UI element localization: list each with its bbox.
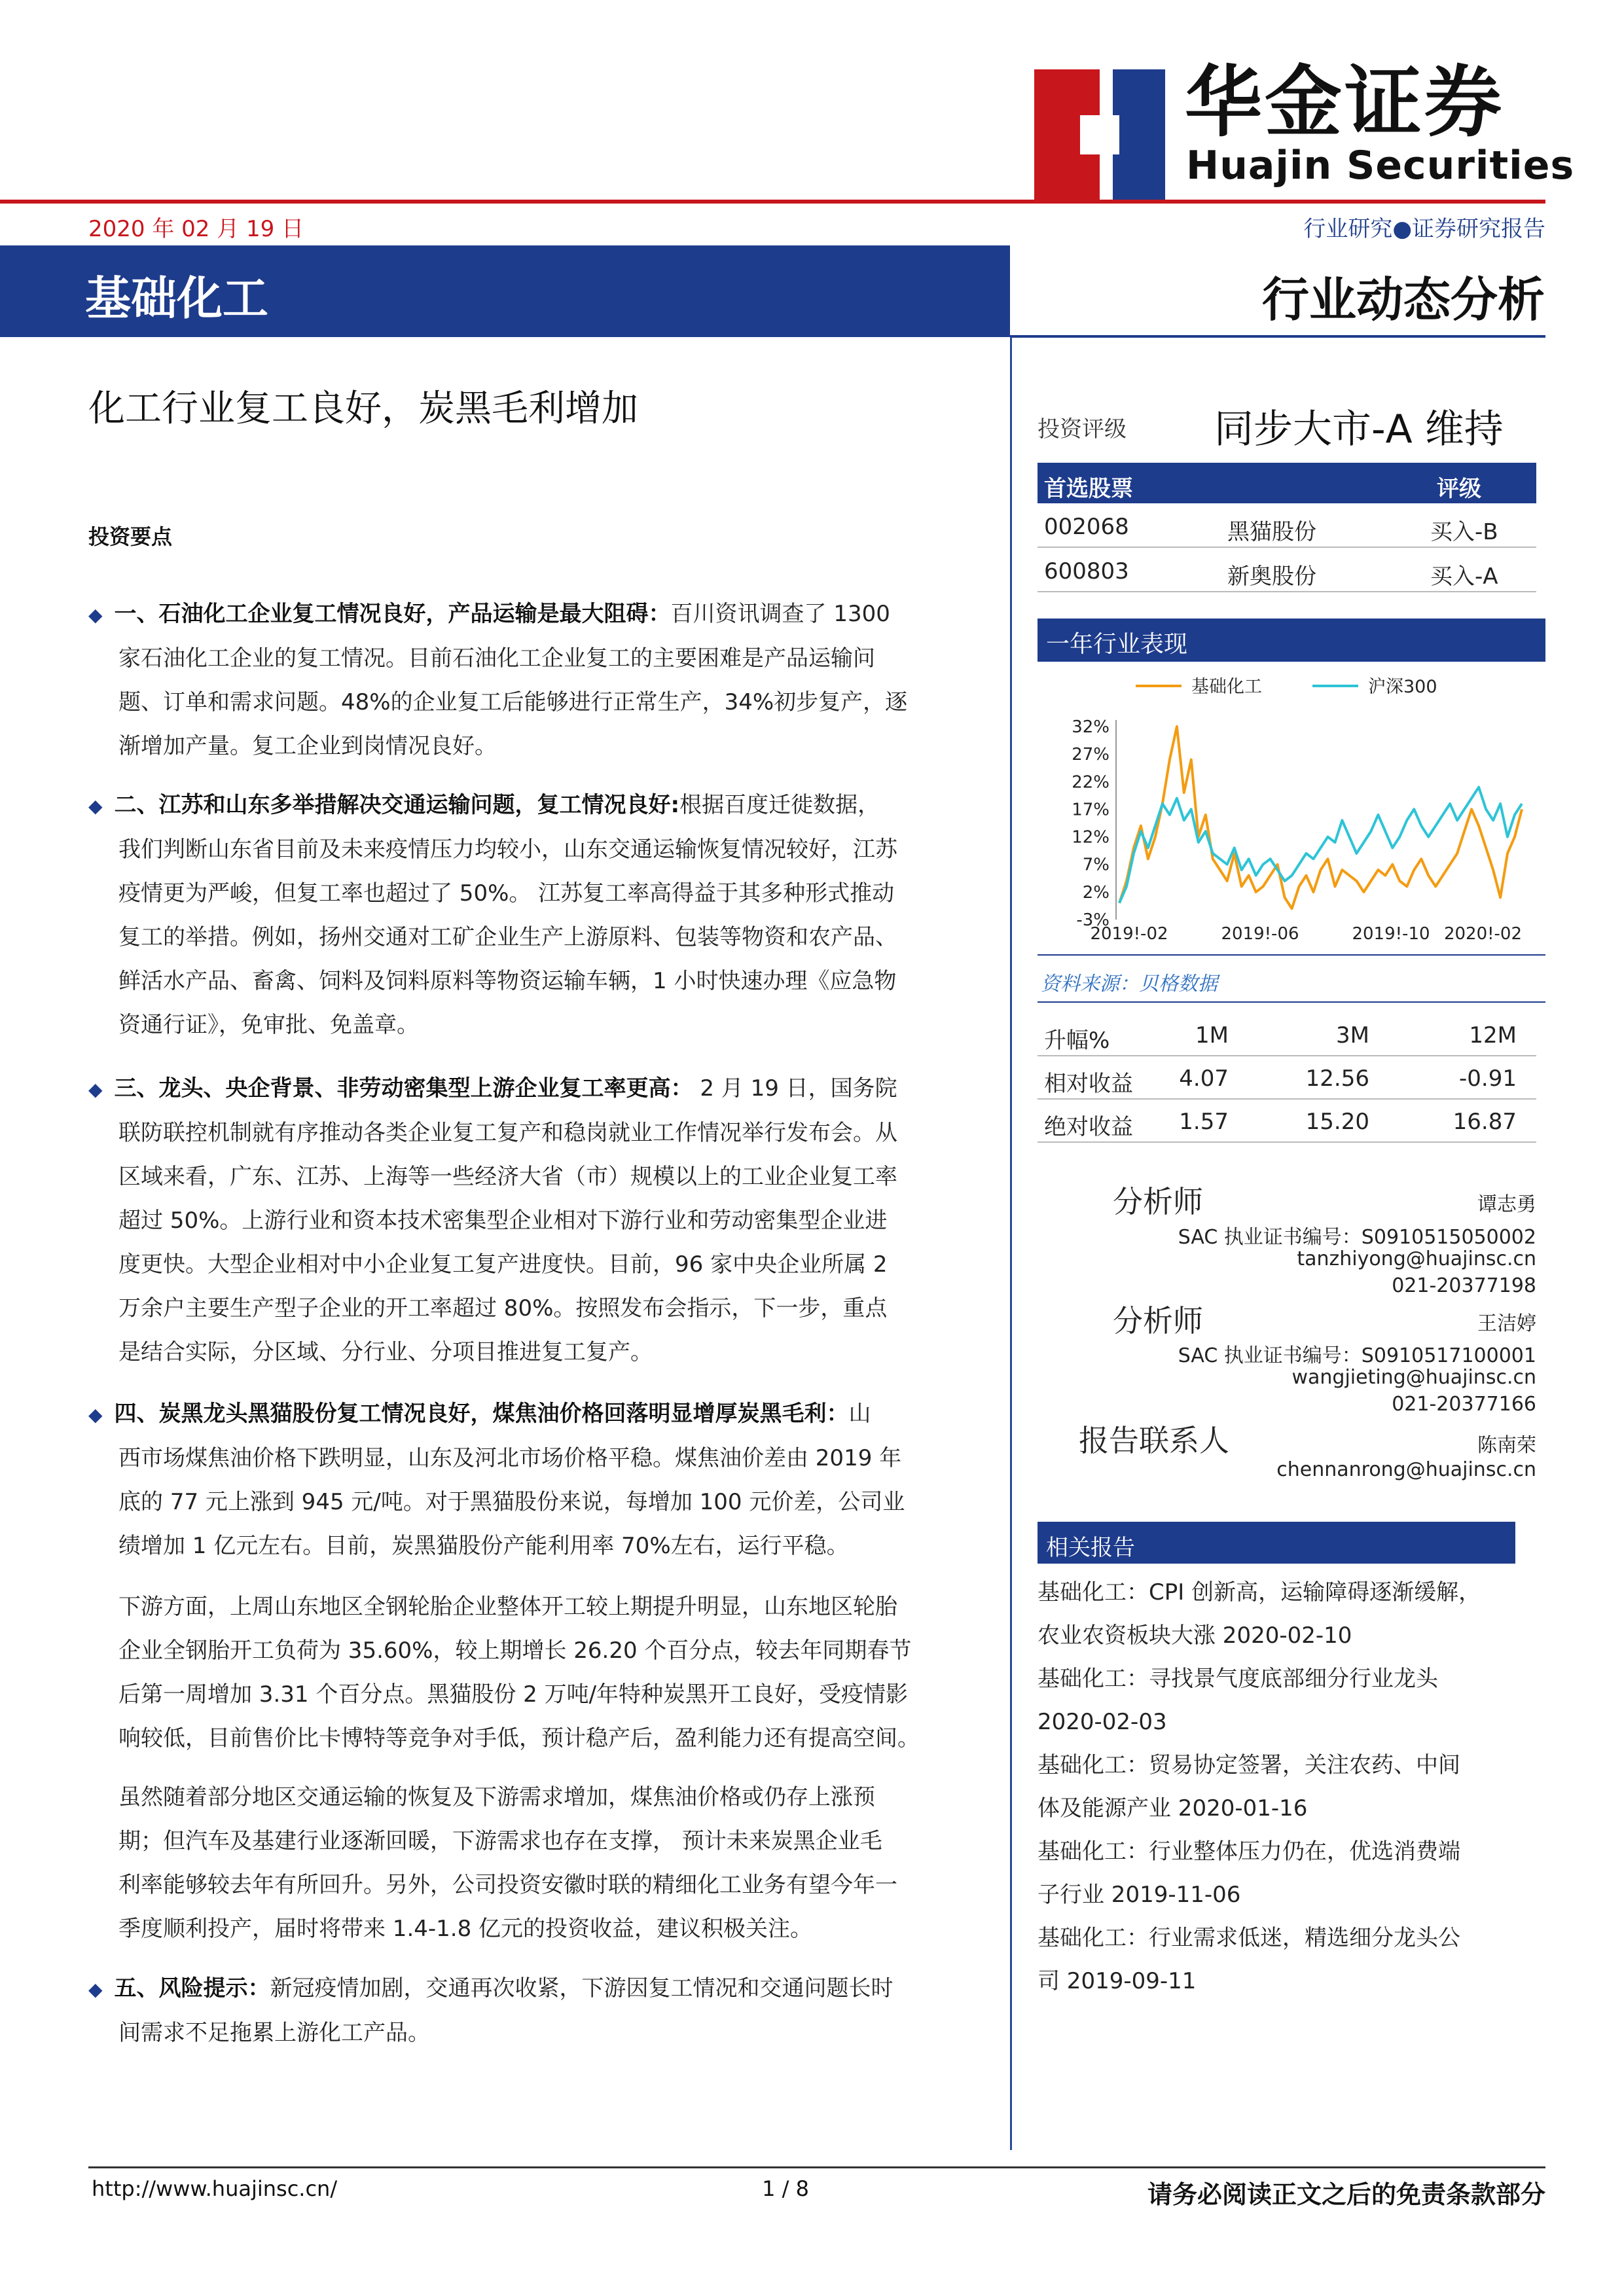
series-line: [1119, 787, 1522, 903]
analyst-phone: 021-20377198: [1392, 1274, 1536, 1297]
analyst-title: 分析师: [1113, 1303, 1203, 1338]
analyst-email: wangjieting@huajinsc.cn: [1291, 1366, 1536, 1389]
point-1-line: 渐增加产量。复工企业到岗情况良好。: [118, 733, 497, 759]
point-2-line: 资通行证》，免审批、免盖章。: [118, 1012, 419, 1038]
point-4: [88, 1392, 971, 1568]
stock-name: 黑猫股份: [1227, 519, 1316, 545]
rating-label: 投资评级: [1038, 416, 1127, 442]
section-heading: 投资要点: [88, 524, 173, 549]
related-report-line: 体及能源产业 2020-01-16: [1038, 1795, 1308, 1821]
perf-cell: 4.07: [1179, 1066, 1229, 1092]
point-4-line: 山: [848, 1401, 871, 1427]
performance-header-text: 一年行业表现: [1046, 631, 1188, 658]
plain-paragraph-1: [88, 1585, 971, 1761]
perf-cell: 15.20: [1305, 1109, 1369, 1135]
performance-chart: [1038, 668, 1545, 942]
performance-table-row: [1038, 1100, 1536, 1143]
y-tick-label: -3%: [1076, 910, 1110, 930]
perf-header-cell: 12M: [1469, 1022, 1517, 1049]
point-2-line: 根据百度迁徙数据，: [679, 792, 880, 818]
perf-header-cell: 3M: [1336, 1022, 1369, 1049]
x-tick-label: 2019!-02: [1090, 924, 1168, 942]
point-3-line: 度更快。大型企业相对中小企业复工复产进度快。目前，96 家中央企业所属 2: [118, 1251, 888, 1278]
stock-name: 新奥股份: [1227, 564, 1316, 590]
x-tick-label: 2020!-02: [1443, 924, 1522, 942]
y-tick-label: 12%: [1072, 827, 1110, 848]
paragraph-line: 后第一周增加 3.31 个百分点。黑猫股份 2 万吨/年特种炭黑开工良好，受疫情影: [118, 1681, 909, 1708]
point-3-line: 是结合实际，分区域、分行业、分项目推进复工复产。: [118, 1339, 653, 1365]
risk-point: [88, 1967, 971, 2055]
stock-rating: 买入-B: [1430, 519, 1498, 545]
huajin-logo-icon: [1034, 69, 1165, 200]
stocks-header-rating: 评级: [1437, 476, 1481, 502]
footer-url[interactable]: http://www.huajinsc.cn/: [92, 2176, 338, 2201]
related-report-line: 基础化工：行业需求低迷，精选细分龙头公: [1038, 1925, 1460, 1951]
point-4-line: 西市场煤焦油价格下跌明显，山东及河北市场价格平稳。煤焦油价差由 2019 年: [118, 1445, 902, 1471]
point-1-heading: 一、石油化工企业复工情况良好，产品运输是最大阻碍：: [114, 601, 671, 627]
stock-code: 002068: [1044, 514, 1129, 540]
related-report-line: 基础化工：CPI 创新高，运输障碍逐渐缓解，: [1038, 1579, 1481, 1605]
footer-divider: [88, 2166, 1545, 2168]
stocks-header-name: 首选股票: [1044, 476, 1133, 502]
paragraph-line: 季度顺利投产，届时将带来 1.4-1.8 亿元的投资收益，建议积极关注。: [118, 1916, 813, 1942]
data-source: 资料来源：贝格数据: [1041, 973, 1218, 996]
analyst-cert: SAC 执业证书编号：S0910517100001: [1178, 1344, 1536, 1367]
related-report-line: 基础化工：寻找景气度底部细分行业龙头: [1038, 1666, 1438, 1692]
point-1-line: 百川资讯调查了 1300: [670, 601, 890, 627]
analyst-cert: SAC 执业证书编号：S0910515050002: [1178, 1226, 1536, 1249]
point-3-line: 2 月 19 日，国务院: [693, 1075, 897, 1102]
related-report-line: 子行业 2019-11-06: [1038, 1882, 1241, 1908]
report-type: 行业动态分析: [1261, 272, 1545, 327]
stock-rating: 买入-A: [1430, 564, 1498, 590]
related-report-line: 农业农资板块大涨 2020-02-10: [1038, 1623, 1352, 1649]
point-4-line: 底的 77 元上涨到 945 元/吨。对于黑猫股份来说，每增加 100 元价差，公司业: [118, 1489, 905, 1515]
risk-heading: 五、风险提示：: [114, 1975, 270, 2001]
analyst-title: 分析师: [1113, 1184, 1203, 1219]
legend-label: 基础化工: [1191, 677, 1262, 697]
perf-cell: 1.57: [1179, 1109, 1229, 1135]
point-4-heading: 四、炭黑龙头黑猫股份复工情况良好，煤焦油价格回落明显增厚炭黑毛利：: [114, 1401, 849, 1427]
x-tick-label: 2019!-06: [1221, 924, 1299, 942]
perf-cell: 16.87: [1453, 1109, 1517, 1135]
point-2-line: 疫情更为严峻，但复工率也超过了 50%。 江苏复工率高得益于其多种形式推动: [118, 880, 895, 906]
y-tick-label: 17%: [1072, 800, 1110, 820]
header-divider: [1010, 335, 1545, 338]
report-category: 行业研究●证券研究报告: [1303, 216, 1545, 242]
related-report: [1038, 1571, 1535, 1657]
point-3-heading: 三、龙头、央企背景、非劳动密集型上游企业复工率更高：: [114, 1075, 693, 1102]
industry-title: 基础化工: [85, 272, 268, 325]
paragraph-line: 下游方面，上周山东地区全钢轮胎企业整体开工较上期提升明显，山东地区轮胎: [118, 1594, 897, 1620]
related-report: [1038, 1830, 1535, 1916]
column-divider: [1010, 337, 1012, 2150]
report-date: 2020 年 02 月 19 日: [88, 216, 304, 242]
source-divider: [1038, 1001, 1545, 1003]
y-tick-label: 7%: [1082, 855, 1110, 875]
contact-title: 报告联系人: [1079, 1423, 1229, 1458]
point-3-line: 万余户主要生产型子企业的开工率超过 80%。按照发布会指示，下一步，重点: [118, 1295, 888, 1321]
related-report: [1038, 1744, 1535, 1830]
rating-value: 同步大市-A 维持: [1214, 406, 1504, 452]
analyst-name: 谭志勇: [1477, 1193, 1536, 1216]
perf-cell: 相对收益: [1044, 1071, 1133, 1097]
y-tick-label: 2%: [1082, 882, 1110, 903]
source-divider: [1038, 954, 1545, 956]
paragraph-line: 利率能够较去年有所回升。另外，公司投资安徽时联的精细化工业务有望今年一: [118, 1872, 897, 1898]
paragraph-line: 响较低，目前售价比卡博特等竞争对手低，预计稳产后，盈利能力还有提高空间。: [118, 1725, 920, 1751]
related-report-line: 2020-02-03: [1038, 1709, 1167, 1735]
diamond-bullet-icon: ◆: [88, 604, 103, 626]
perf-cell: 绝对收益: [1044, 1114, 1133, 1140]
diamond-bullet-icon: ◆: [88, 1404, 103, 1426]
analyst-name: 王洁婷: [1477, 1312, 1536, 1335]
brand-name-en: Huajin Securities: [1186, 143, 1575, 188]
footer-disclaimer: 请务必阅读正文之后的免责条款部分: [1147, 2180, 1545, 2209]
point-1-line: 家石油化工企业的复工情况。目前石油化工企业复工的主要困难是产品运输问: [118, 645, 875, 672]
perf-cell: -0.91: [1459, 1066, 1517, 1092]
stocks-header: [1038, 463, 1536, 503]
related-header-text: 相关报告: [1046, 1535, 1135, 1561]
point-4-line: 绩增加 1 亿元左右。目前，炭黑猫股份产能利用率 70%左右，运行平稳。: [118, 1533, 849, 1559]
point-3-line: 联防联控机制就有序推动各类企业复工复产和稳岗就业工作情况举行发布会。从: [118, 1120, 897, 1146]
related-report-line: 基础化工：行业整体压力仍在，优选消费端: [1038, 1839, 1460, 1865]
point-3-line: 区域来看，广东、江苏、上海等一些经济大省（市）规模以上的工业企业复工率: [118, 1164, 897, 1190]
contact-name: 陈南荣: [1477, 1434, 1536, 1457]
paragraph-line: 企业全钢胎开工负荷为 35.60%，较上期增长 26.20 个百分点，较去年同期春节: [118, 1638, 912, 1664]
paragraph-line: 虽然随着部分地区交通运输的恢复及下游需求增加，煤焦油价格或仍存上涨预: [118, 1784, 875, 1810]
diamond-bullet-icon: ◆: [88, 1079, 103, 1100]
main-title: 化工行业复工良好，炭黑毛利增加: [88, 387, 638, 430]
paragraph-line: 期；但汽车及基建行业逐渐回暖，下游需求也存在支撑， 预计未来炭黑企业毛: [118, 1828, 882, 1854]
series-line: [1119, 726, 1522, 908]
y-tick-label: 22%: [1072, 772, 1110, 793]
point-2-line: 鲜活水产品、畜禽、饲料及饲料原料等物资运输车辆，1 小时快速办理《应急物: [118, 968, 897, 994]
analyst-phone: 021-20377166: [1392, 1393, 1536, 1416]
diamond-bullet-icon: ◆: [88, 795, 103, 817]
stock-row: [1038, 548, 1536, 592]
risk-line: 新冠疫情加剧，交通再次收紧，下游因复工情况和交通问题长时: [270, 1975, 893, 2001]
diamond-bullet-icon: ◆: [88, 1979, 103, 2000]
performance-table-row: [1038, 1056, 1536, 1100]
point-2-line: 复工的举措。例如，扬州交通对工矿企业生产上游原料、包装等物资和农产品、: [118, 924, 897, 950]
perf-header-cell: 1M: [1195, 1022, 1229, 1049]
related-report: [1038, 1916, 1535, 2003]
risk-line: 间需求不足拖累上游化工产品。: [118, 2020, 430, 2046]
related-report: [1038, 1657, 1535, 1744]
related-report-line: 司 2019-09-11: [1038, 1968, 1197, 1994]
stock-row: [1038, 503, 1536, 548]
point-2-heading: 二、江苏和山东多举措解决交通运输问题，复工情况良好:: [114, 792, 680, 818]
y-tick-label: 32%: [1072, 717, 1110, 737]
page-number: 1 / 8: [762, 2176, 809, 2201]
point-3-line: 超过 50%。上游行业和资本技术密集型企业相对下游行业和劳动密集型企业进: [118, 1208, 888, 1234]
brand-name-cn: 华金证券: [1185, 57, 1505, 147]
point-2-line: 我们判断山东省目前及未来疫情压力均较小，山东交通运输恢复情况较好，江苏: [118, 836, 897, 863]
perf-header-cell: 升幅%: [1044, 1028, 1110, 1054]
related-report-line: 基础化工：贸易协定签署，关注农药、中间: [1038, 1752, 1460, 1778]
analyst-email: tanzhiyong@huajinsc.cn: [1297, 1247, 1536, 1270]
contact-email: chennanrong@huajinsc.cn: [1276, 1458, 1536, 1481]
point-1: [88, 592, 971, 768]
x-tick-label: 2019!-10: [1352, 924, 1430, 942]
point-2: [88, 783, 971, 1047]
perf-cell: 12.56: [1305, 1066, 1369, 1092]
stock-code: 600803: [1044, 558, 1129, 584]
plain-paragraph-2: [88, 1776, 971, 1951]
legend-label: 沪深300: [1368, 677, 1437, 697]
y-tick-label: 27%: [1072, 745, 1110, 765]
point-3: [88, 1067, 971, 1374]
performance-table-header: [1038, 1013, 1536, 1056]
point-1-line: 题、订单和需求问题。48%的企业复工后能够进行正常生产，34%初步复产，逐: [118, 689, 908, 715]
